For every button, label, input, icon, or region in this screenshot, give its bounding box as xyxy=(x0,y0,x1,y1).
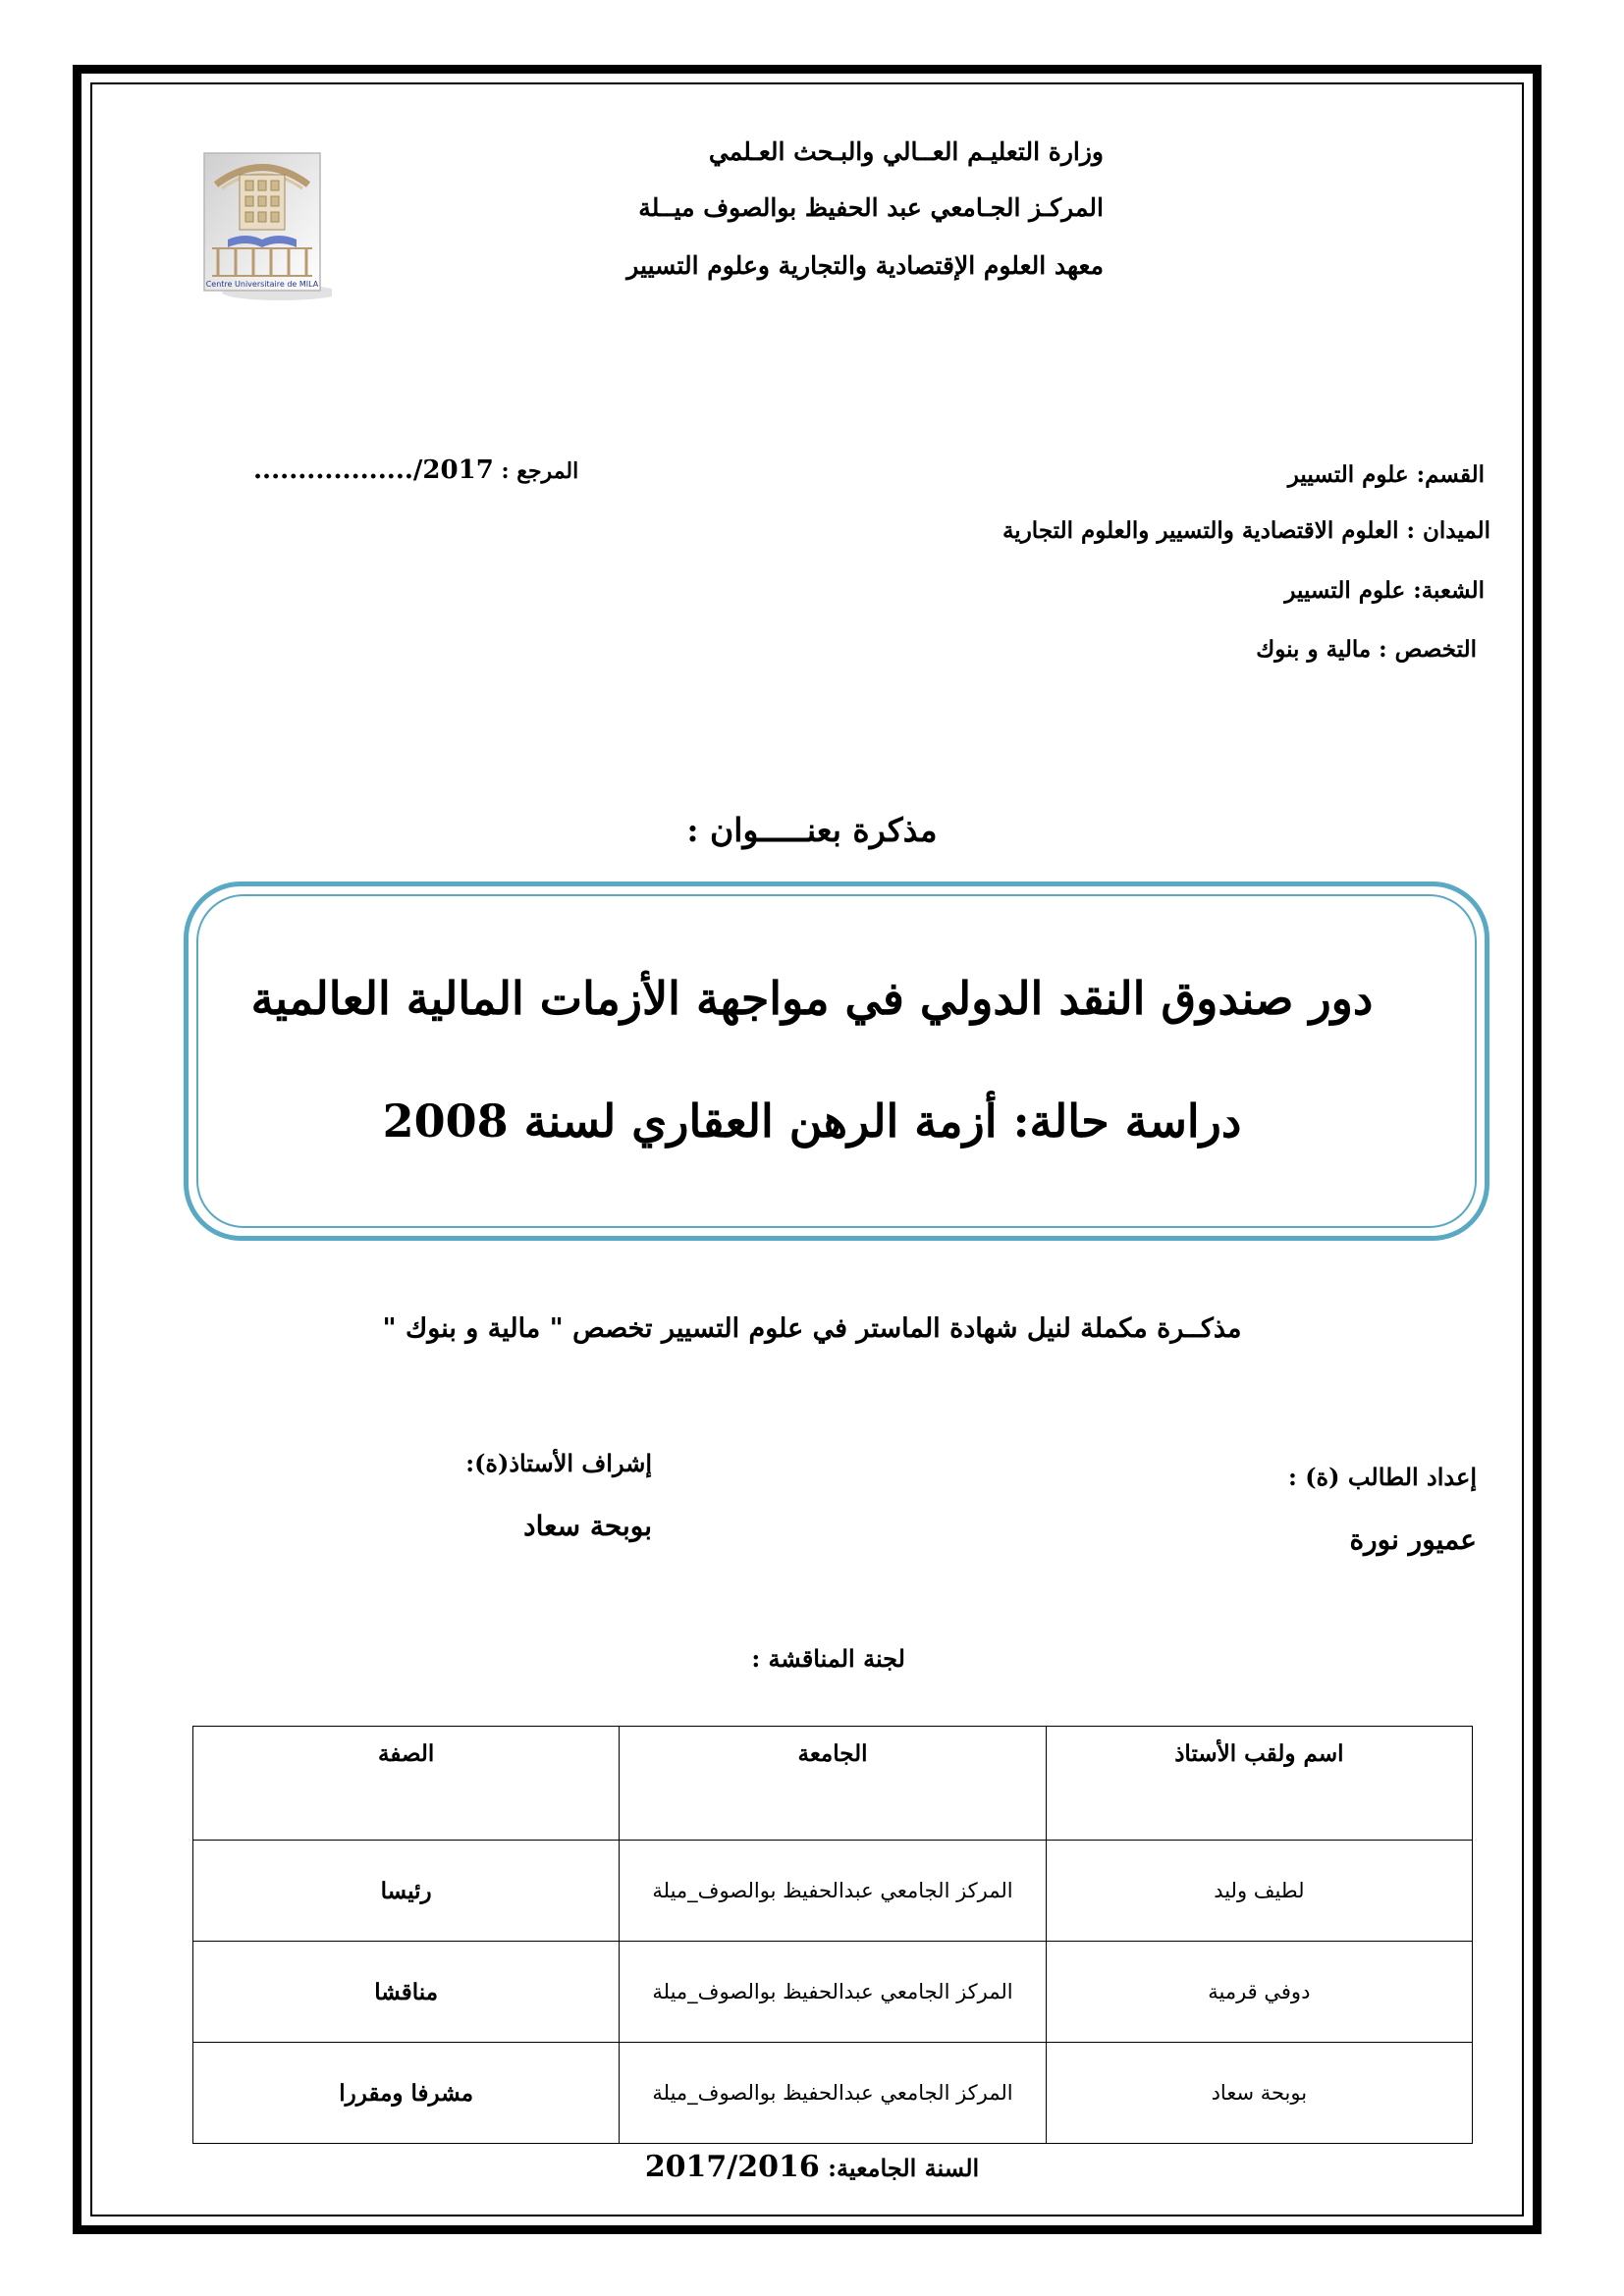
table-row xyxy=(193,1942,1473,2043)
institute-name: معهد العلوم الإقتصادية والتجارية وعلوم التسيير xyxy=(626,251,1104,280)
memo-heading: مذكرة بعنـــــوان : xyxy=(686,811,938,849)
member-name: لطيف وليد xyxy=(1046,1841,1472,1942)
academic-year-label: السنة الجامعية: xyxy=(828,2154,980,2182)
supervisor-name: بوبحة سعاد xyxy=(523,1510,652,1542)
member-university: المركز الجامعي عبدالحفيظ بوالصوف_ميلة xyxy=(620,1841,1046,1942)
member-role: مناقشا xyxy=(193,1942,620,2043)
committee-table xyxy=(192,1726,1473,2144)
supervisor-label: إشراف الأستاذ(ة): xyxy=(465,1449,652,1477)
thesis-description: مذكــرة مكملة لنيل شهادة الماستر في علوم التسيير تخصص " مالية و بنوك " xyxy=(382,1313,1242,1344)
member-university: المركز الجامعي عبدالحفيظ بوالصوف_ميلة xyxy=(620,1942,1046,2043)
thesis-subtitle: دراسة حالة: أزمة الرهن العقاري لسنة 2008 xyxy=(382,1095,1242,1148)
specialty: التخصص : مالية و بنوك xyxy=(1256,636,1477,663)
academic-year xyxy=(0,2150,1624,2184)
department: القسم: علوم التسيير xyxy=(1287,461,1485,488)
member-name: بوبحة سعاد xyxy=(1046,2043,1472,2144)
member-role: مشرفا ومقررا xyxy=(193,2043,620,2144)
reference-label: المرجع : xyxy=(501,458,579,484)
header-name: اسم ولقب الأستاذ xyxy=(1046,1727,1472,1841)
title-frame-inner xyxy=(196,894,1477,1228)
student-label: إعداد الطالب (ة) : xyxy=(1287,1463,1477,1491)
committee-label: لجنة المناقشة : xyxy=(751,1644,905,1673)
field: الميدان : العلوم الاقتصادية والتسيير والعلوم التجارية xyxy=(1001,517,1490,544)
reference xyxy=(253,455,578,485)
student-name: عميور نورة xyxy=(1349,1523,1477,1556)
branch: الشعبة: علوم التسيير xyxy=(1284,577,1485,604)
reference-value: ................../2017 xyxy=(253,455,494,485)
table-row xyxy=(193,2043,1473,2144)
ministry-name: وزارة التعليـم العــالي والبـحث العـلمي xyxy=(708,137,1104,166)
header-role: الصفة xyxy=(193,1727,620,1841)
academic-year-value: 2017/2016 xyxy=(644,2150,820,2184)
university-logo xyxy=(194,145,332,302)
university-name: المركـز الجـامعي عبد الحفيظ بوالصوف ميــلة xyxy=(638,193,1104,222)
thesis-title: دور صندوق النقد الدولي في مواجهة الأزمات المالية العالمية xyxy=(250,972,1374,1025)
table-row xyxy=(193,1841,1473,1942)
member-university: المركز الجامعي عبدالحفيظ بوالصوف_ميلة xyxy=(620,2043,1046,2144)
member-name: دوفي قرمية xyxy=(1046,1942,1472,2043)
header-university: الجامعة xyxy=(620,1727,1046,1841)
table-header-row xyxy=(193,1727,1473,1841)
member-role: رئيسا xyxy=(193,1841,620,1942)
logo-caption: Centre Universitaire de MILA xyxy=(205,280,319,289)
